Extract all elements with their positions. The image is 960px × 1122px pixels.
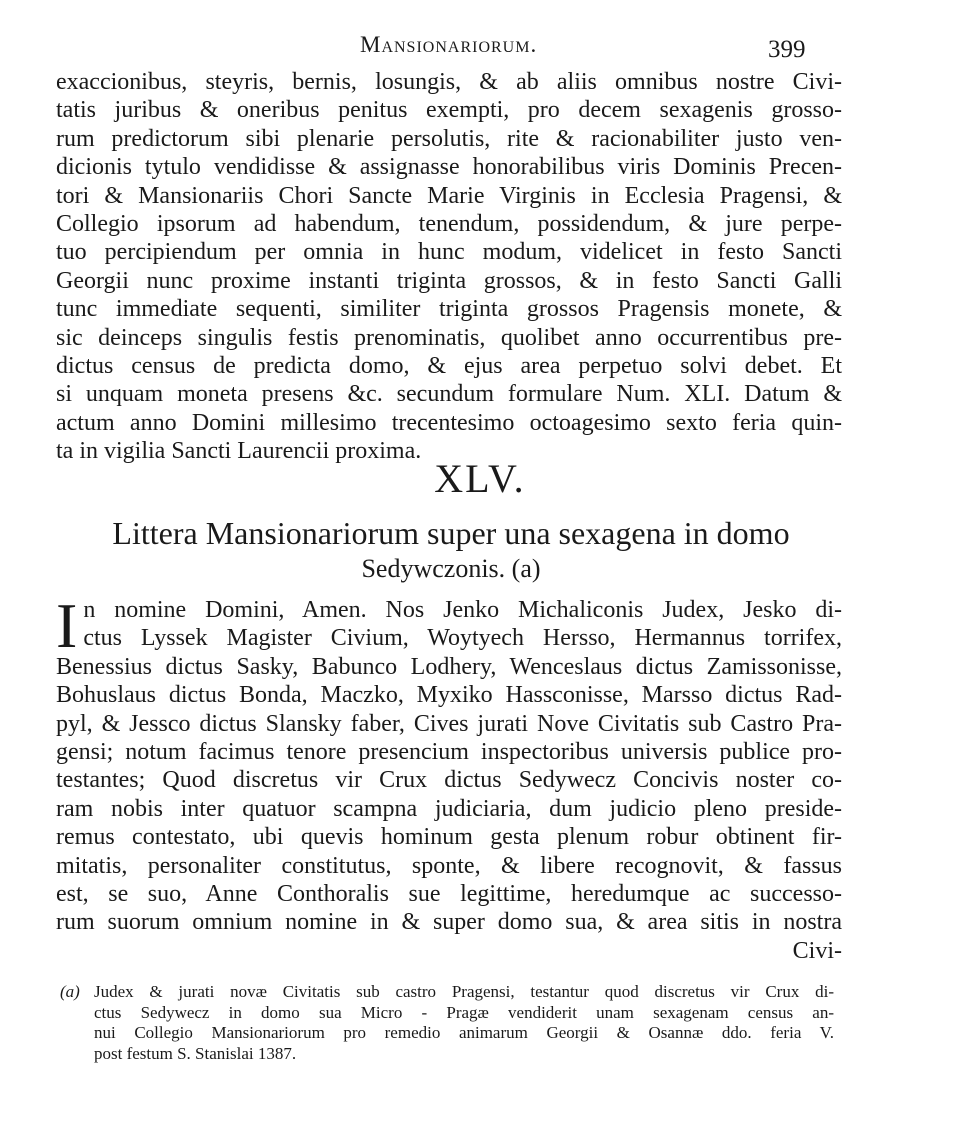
charter-text <box>56 590 842 965</box>
text-line: ram nobis inter quatuor scampna judiciaria, dum judicio pleno preside- <box>56 795 842 822</box>
catchword: Civi- <box>792 937 842 964</box>
text-line: rum suorum omnium nomine in & super domo sua, & area sitis in nostra <box>56 909 842 936</box>
text-line: gensi; notum facimus tenore presencium inspectoribus universis publice pro- <box>56 739 842 766</box>
text-line: tatis juribus & oneribus penitus exempti, pro decem sexagenis grosso- <box>56 97 842 124</box>
section-title <box>56 515 846 587</box>
footnote-line: nui Collegio Mansionariorum pro remedio animarum Georgii & Osannæ ddo. feria V. <box>94 1023 834 1042</box>
footnote-line: ctus Sedywecz in domo sua Micro - Pragæ vendiderit unam sexagenam census an- <box>94 1002 834 1022</box>
text-line: Benessius dictus Sasky, Babunco Lodhery, Wenceslaus dictus Zamissonisse, <box>56 653 842 680</box>
footnote-line: post festum S. Stanislai 1387. <box>94 1043 297 1063</box>
footnote <box>60 982 834 1064</box>
page-number: 399 <box>768 36 806 63</box>
text-line: Bohuslaus dictus Bonda, Maczko, Myxiko Hassconisse, Marsso dictus Rad- <box>56 682 842 709</box>
text-line: mitatis, personaliter constitutus, sponte, & libere recognovit, & fassus <box>56 852 842 879</box>
footnote-line: Judex & jurati novæ Civitatis sub castro Pragensi, testantur quod discretus vir Crux di- <box>94 982 834 1001</box>
text-line: Collegio ipsorum ad habendum, tenendum, possidendum, & jure perpe- <box>56 211 842 238</box>
footnote-body <box>94 982 834 1064</box>
footnote-marker: (a) <box>60 982 80 1001</box>
text-line: exaccionibus, steyris, bernis, losungis, & ab aliis omnibus nostre Civi- <box>56 69 842 95</box>
text-line: Georgii nunc proxime instanti triginta grossos, & in festo Sancti Galli <box>56 267 842 294</box>
text-line: ctus Lyssek Magister Civium, Woytyech Hersso, Hermannus torrifex, <box>83 625 842 652</box>
text-line: actum anno Domini millesimo trecentesimo octoagesimo sexto feria quin- <box>56 409 842 436</box>
text-line: testantes; Quod discretus vir Crux dictus Sedywecz Concivis noster co- <box>56 767 842 794</box>
section-title-line-1: Littera Mansionariorum super una sexagena in domo <box>112 515 790 551</box>
text-line: tunc immediate sequenti, similiter triginta grossos Pragensis monete, & <box>56 296 842 323</box>
text-line: tuo percipiendum per omnia in hunc modum, videlicet in festo Sancti <box>56 239 842 266</box>
text-line: dicionis tytulo vendidisse & assignasse honorabilibus viris Dominis Precen- <box>56 154 842 181</box>
section-number: XLV. <box>434 456 526 501</box>
running-title: Mansionariorum. <box>360 32 538 57</box>
page-header <box>0 32 960 68</box>
text-line: rum predictorum sibi plenarie persolutis, rite & racionabiliter justo ven- <box>56 125 842 152</box>
drop-cap: I <box>56 590 78 661</box>
text-line: si unquam moneta presens &c. secundum formulare Num. XLI. Datum & <box>56 381 842 408</box>
text-line: ta in vigilia Sancti Laurencii proxima. <box>56 438 422 465</box>
text-line: sic deinceps singulis festis prenominatis, quolibet anno occurrentibus pre- <box>56 324 842 351</box>
continuation-paragraph <box>56 68 842 466</box>
text-line: tori & Mansionariis Chori Sancte Marie Virginis in Ecclesia Pragensi, & <box>56 182 842 209</box>
text-line: n nomine Domini, Amen. Nos Jenko Michaliconis Judex, Jesko di- <box>83 597 842 623</box>
text-line: dictus census de predicta domo, & ejus area perpetuo solvi debet. Et <box>56 353 842 380</box>
section-title-line-2: Sedywczonis. (a) <box>361 554 541 583</box>
text-line: remus contestato, ubi quevis hominum gesta plenum robur obtinent fir- <box>56 824 842 851</box>
text-line: est, se suo, Anne Conthoralis sue legittime, heredumque ac successo- <box>56 881 842 908</box>
text-line: pyl, & Jessco dictus Slansky faber, Cives jurati Nove Civitatis sub Castro Pra- <box>56 710 842 737</box>
